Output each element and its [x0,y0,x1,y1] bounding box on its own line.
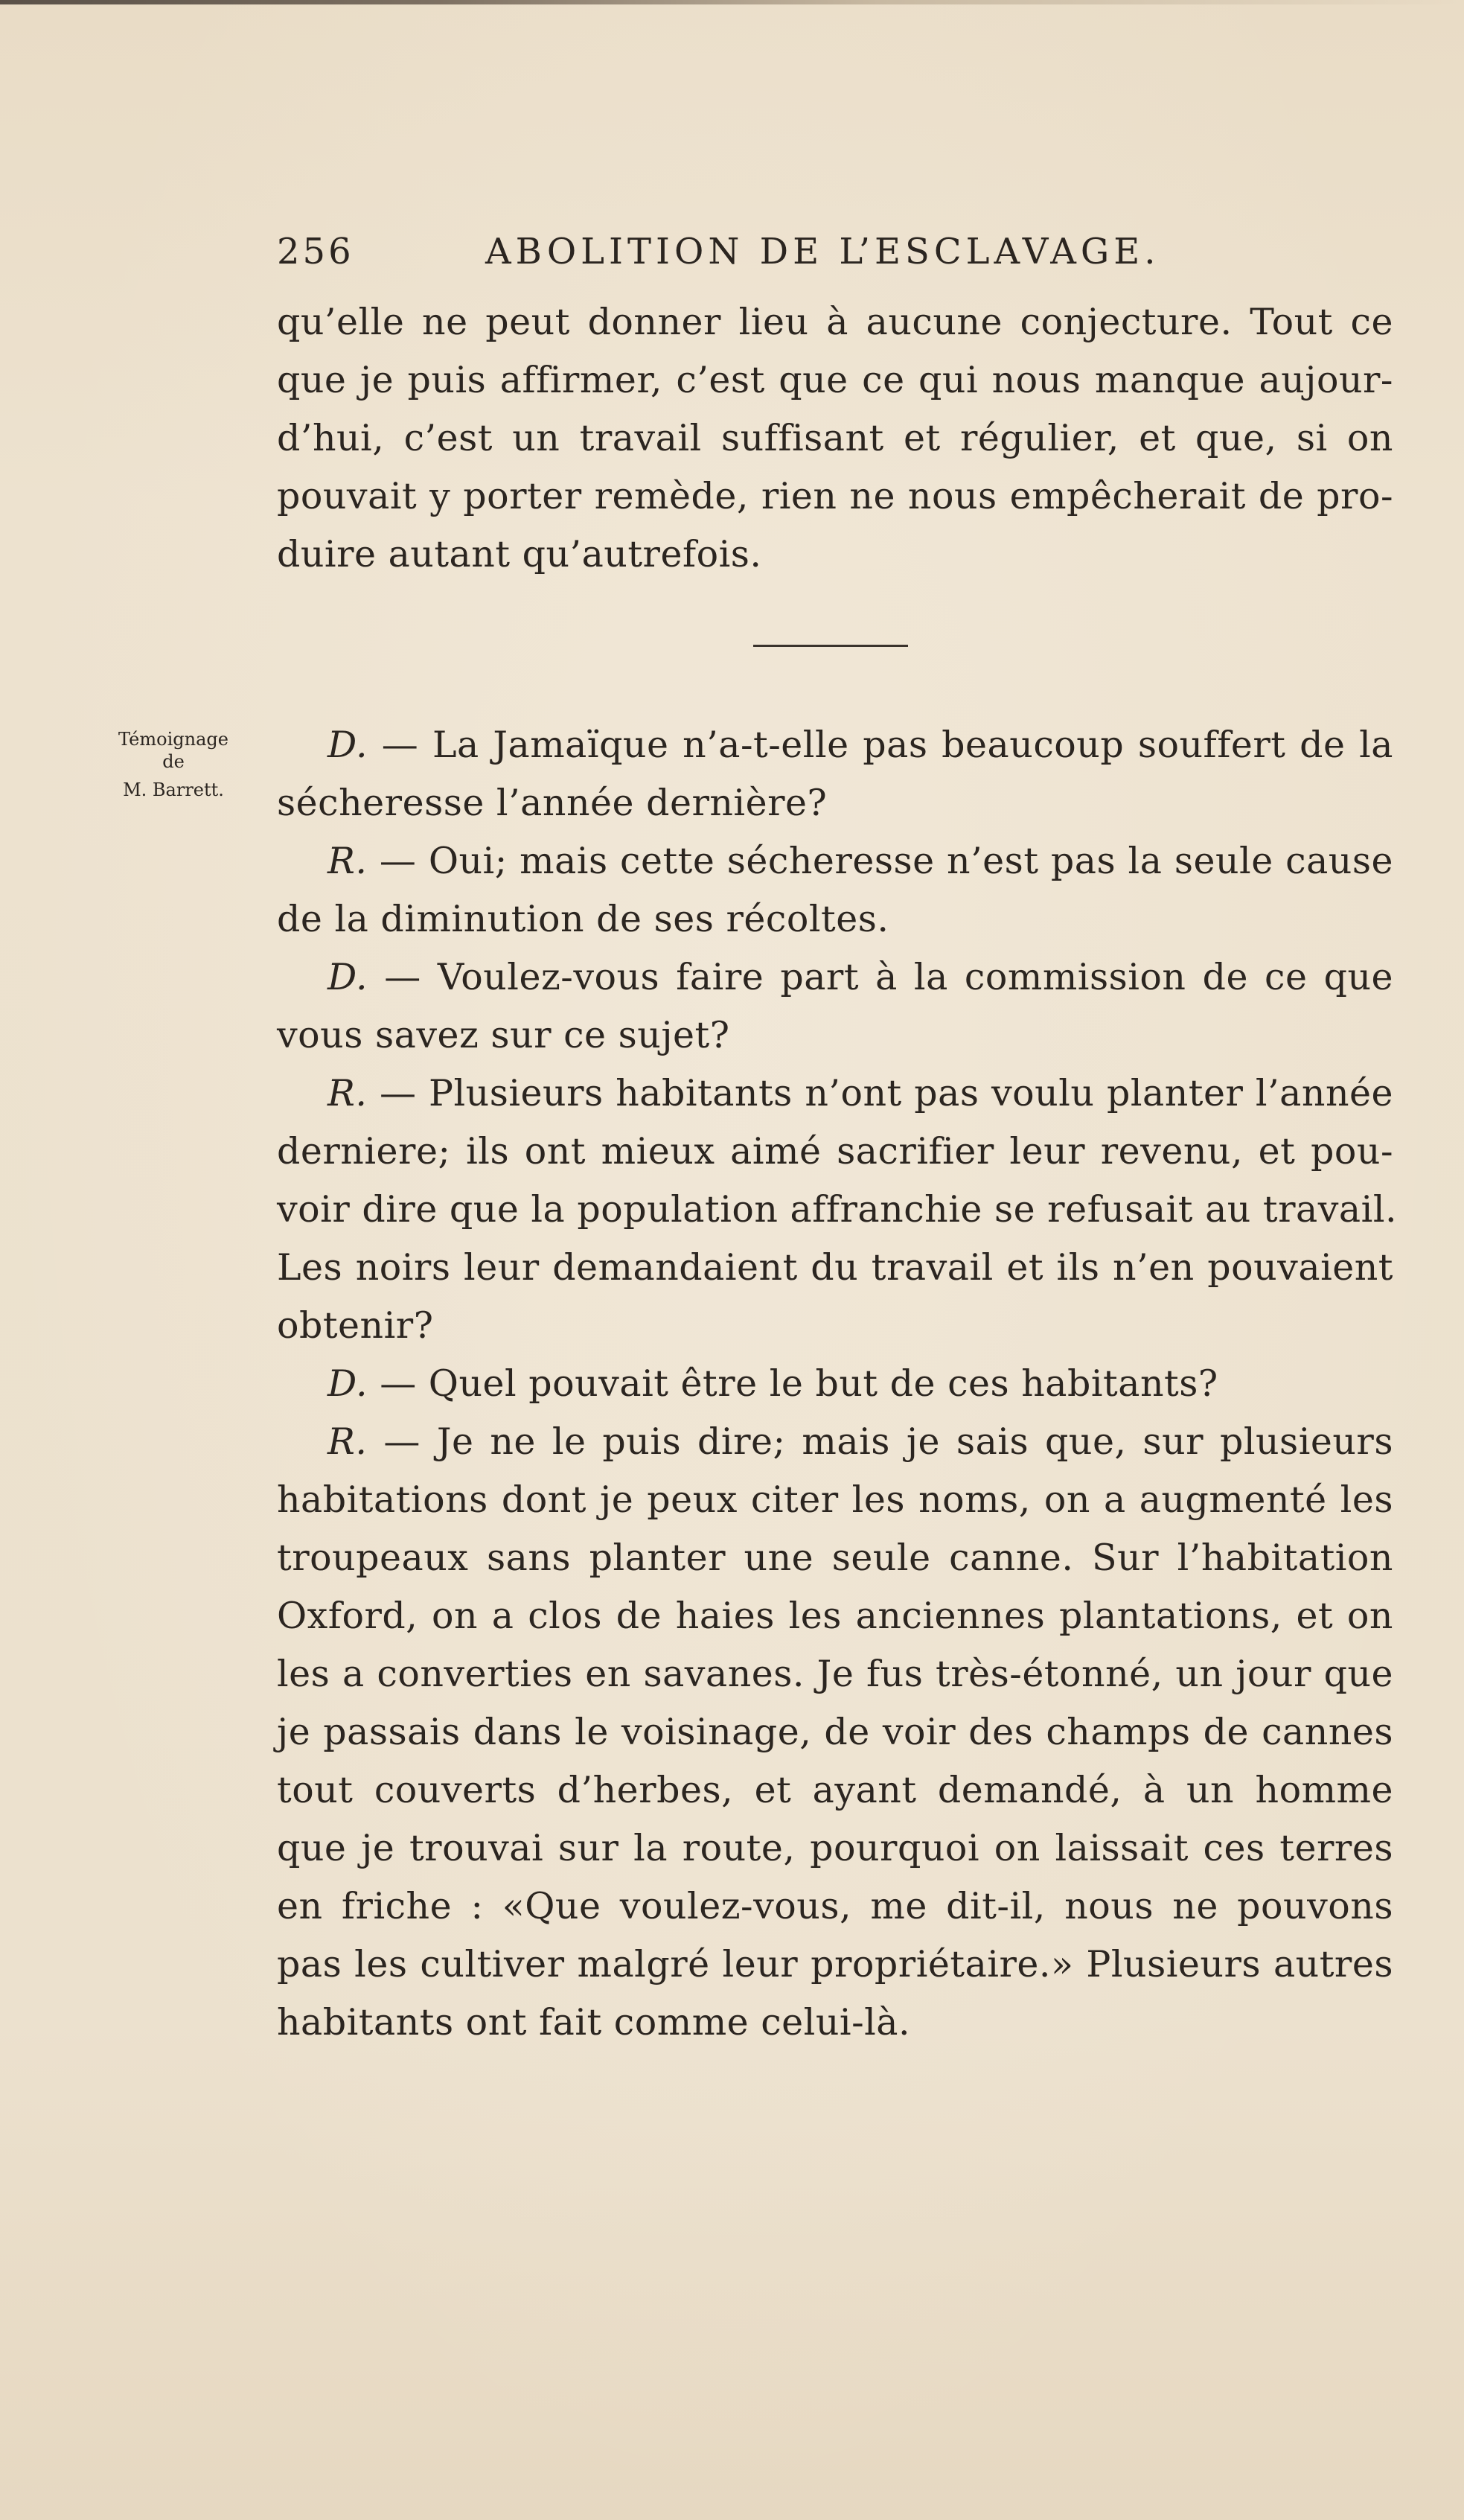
answer-line [327,835,1393,887]
text-span: Plusieurs habitants n’ont pas voulu planter l’année [429,1072,1393,1114]
dash: — [368,956,438,998]
dash: — [368,724,432,766]
text-line: duire autant qu’autrefois. [277,533,762,575]
text-line: je passais dans le voisinage, de voir des champs de cannes [277,1711,1393,1753]
margin-note: de [162,751,185,772]
text-line: d’hui, c’est un travail suffisant et régulier, et que, si on [277,417,1393,459]
page-number: 256 [277,231,354,272]
speaker-d: D. [327,1362,368,1405]
speaker-d: D. [327,956,368,998]
speaker-r: R. [327,1072,368,1114]
text-line: que je trouvai sur la route, pourquoi on laissait ces terres [277,1827,1393,1869]
text-line: troupeaux sans planter une seule canne. Sur l’habitation [277,1537,1393,1579]
text-span: Voulez-vous faire part à la commission de ce que [437,956,1393,998]
page-top-edge [0,0,1464,4]
question-line [327,1358,1393,1410]
text-line: derniere; ils ont mieux aimé sacrifier leur revenu, et pou- [277,1130,1393,1173]
text-span: Quel pouvait être le but de ces habitants? [428,1362,1218,1405]
text-line: vous savez sur ce sujet? [277,1014,730,1056]
question-line [327,719,1393,771]
text-line: pas les cultiver malgré leur propriétaire.» Plusieurs autres [277,1943,1393,1985]
text-line: voir dire que la population affranchie se refusait au travail. [277,1188,1398,1231]
text-span: Je ne le puis dire; mais je sais que, sur plusieurs [436,1420,1393,1463]
page-header [277,231,1393,283]
margin-note: M. Barrett. [123,779,224,800]
answer-line [327,1068,1393,1120]
text-line: Oxford, on a clos de haies les anciennes plantations, et on [277,1595,1393,1637]
text-line: habitations dont je peux citer les noms, on a augmenté les [277,1478,1393,1521]
question-line [327,951,1393,1004]
text-line: pouvait y porter remède, rien ne nous empêcherait de pro- [277,475,1393,517]
text-line: sécheresse l’année dernière? [277,782,828,824]
text-line: habitants ont fait comme celui-là. [277,2001,911,2044]
text-line: obtenir? [277,1304,434,1347]
section-divider [753,645,908,647]
text-line: qu’elle ne peut donner lieu à aucune conjecture. Tout ce [277,301,1393,343]
text-line: de la diminution de ses récoltes. [277,898,889,940]
speaker-d: D. [327,724,368,766]
speaker-r: R. [327,840,368,882]
text-line: Les noirs leur demandaient du travail et ils n’en pouvaient [277,1246,1393,1289]
dash: — [368,1362,429,1405]
text-line: les a converties en savanes. Je fus très-étonné, un jour que [277,1653,1393,1695]
answer-line [327,1416,1393,1468]
text-span: La Jamaïque n’a-t-elle pas beaucoup souffert de la [432,724,1394,766]
running-title: ABOLITION DE L’ESCLAVAGE. [485,231,1160,272]
speaker-r: R. [327,1420,368,1463]
dash: — [367,1072,429,1114]
text-line: que je puis affirmer, c’est que ce qui nous manque aujour- [277,359,1393,401]
text-line: tout couverts d’herbes, et ayant demandé, à un homme [277,1769,1393,1811]
text-span: Oui; mais cette sécheresse n’est pas la seule cause [428,840,1393,882]
text-line: en friche : «Que voulez-vous, me dit-il, nous ne pouvons [277,1885,1393,1927]
dash: — [367,1420,437,1463]
dash: — [367,840,429,882]
margin-note: Témoignage [118,729,228,750]
